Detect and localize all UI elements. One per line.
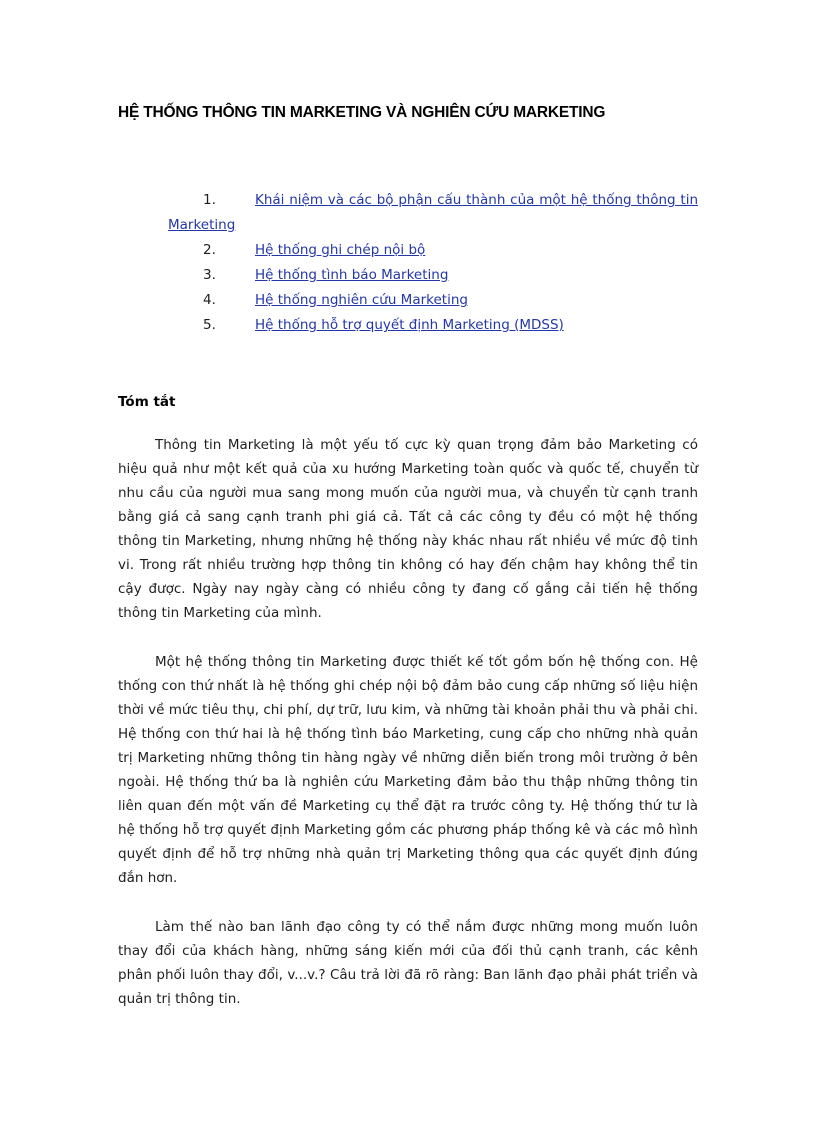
toc-item-number: 1.	[203, 192, 216, 208]
summary-paragraph-1: Thông tin Marketing là một yếu tố cực kỳ quan trọng đảm bảo Marketing có hiệu quả như một kết quả của xu hướng Marketing toàn quốc và quốc tế, chuyển từ nhu cầu của người mua sang mong muốn của người mua, và chuyển từ cạnh tranh bằng giá cả sang cạnh tranh phi giá cả. Tất cả các công ty đều có một hệ thống thông tin Marketing, nhưng những hệ thống này khác nhau rất nhiều về mức độ tinh vi. Trong rất nhiều trường hợp thông tin không có hay đến chậm hay không thể tin cậy được. Ngày nay ngày càng có nhiều công ty đang cố gắng cải tiến hệ thống thông tin Marketing của mình.	[118, 437, 698, 621]
toc-item-3	[168, 263, 698, 288]
toc-item-4	[168, 288, 698, 313]
summary-heading: Tóm tắt	[118, 394, 176, 410]
summary-paragraph-3: Làm thế nào ban lãnh đạo công ty có thể nắm được những mong muốn luôn thay đổi của khách hàng, những sáng kiến mới của đối thủ cạnh tranh, các kênh phân phối luôn thay đổi, v...v.? Câu trả lời đã rõ ràng: Ban lãnh đạo phải phát triển và quản trị thông tin.	[118, 919, 698, 1007]
toc-link-mdss[interactable]: Hệ thống hỗ trợ quyết định Marketing (MDSS)	[255, 317, 564, 333]
toc-item-number: 2.	[203, 242, 216, 258]
toc-link-tinh-bao-marketing[interactable]: Hệ thống tình báo Marketing	[255, 267, 449, 283]
document-title: HỆ THỐNG THÔNG TIN MARKETING VÀ NGHIÊN CỨU MARKETING	[118, 104, 606, 121]
summary-paragraph-2: Một hệ thống thông tin Marketing được thiết kế tốt gồm bốn hệ thống con. Hệ thống con thứ nhất là hệ thống ghi chép nội bộ đảm bảo cung cấp những số liệu hiện thời về mức tiêu thụ, chi phí, dự trữ, lưu kim, và những tài khoản phải thu và phải chi. Hệ thống con thứ hai là hệ thống tình báo Marketing, cung cấp cho những nhà quản trị Marketing những thông tin hàng ngày về những diễn biến trong môi trường ở bên ngoài. Hệ thống thứ ba là nghiên cứu Marketing đảm bảo thu thập những thông tin liên quan đến một vấn đề Marketing cụ thể đặt ra trước công ty. Hệ thống thứ tư là hệ thống hỗ trợ quyết định Marketing gồm các phương pháp thống kê và các mô hình quyết định để hỗ trợ những nhà quản trị Marketing thông qua các quyết định đúng đắn hơn.	[118, 654, 698, 886]
toc-link-nghien-cuu-marketing[interactable]: Hệ thống nghiên cứu Marketing	[255, 292, 468, 308]
toc-item-5	[168, 313, 698, 338]
toc-item-2	[168, 238, 698, 263]
toc-link-ghi-chep-noi-bo[interactable]: Hệ thống ghi chép nội bộ	[255, 242, 426, 258]
table-of-contents	[168, 188, 698, 338]
toc-link-khai-niem[interactable]: Khái niệm và các bộ phận cấu thành của một hệ thống thông tin Marketing	[168, 192, 698, 233]
toc-item-number: 4.	[203, 292, 216, 308]
toc-item-number: 3.	[203, 267, 216, 283]
toc-item-number: 5.	[203, 317, 216, 333]
toc-item-1	[168, 188, 698, 238]
